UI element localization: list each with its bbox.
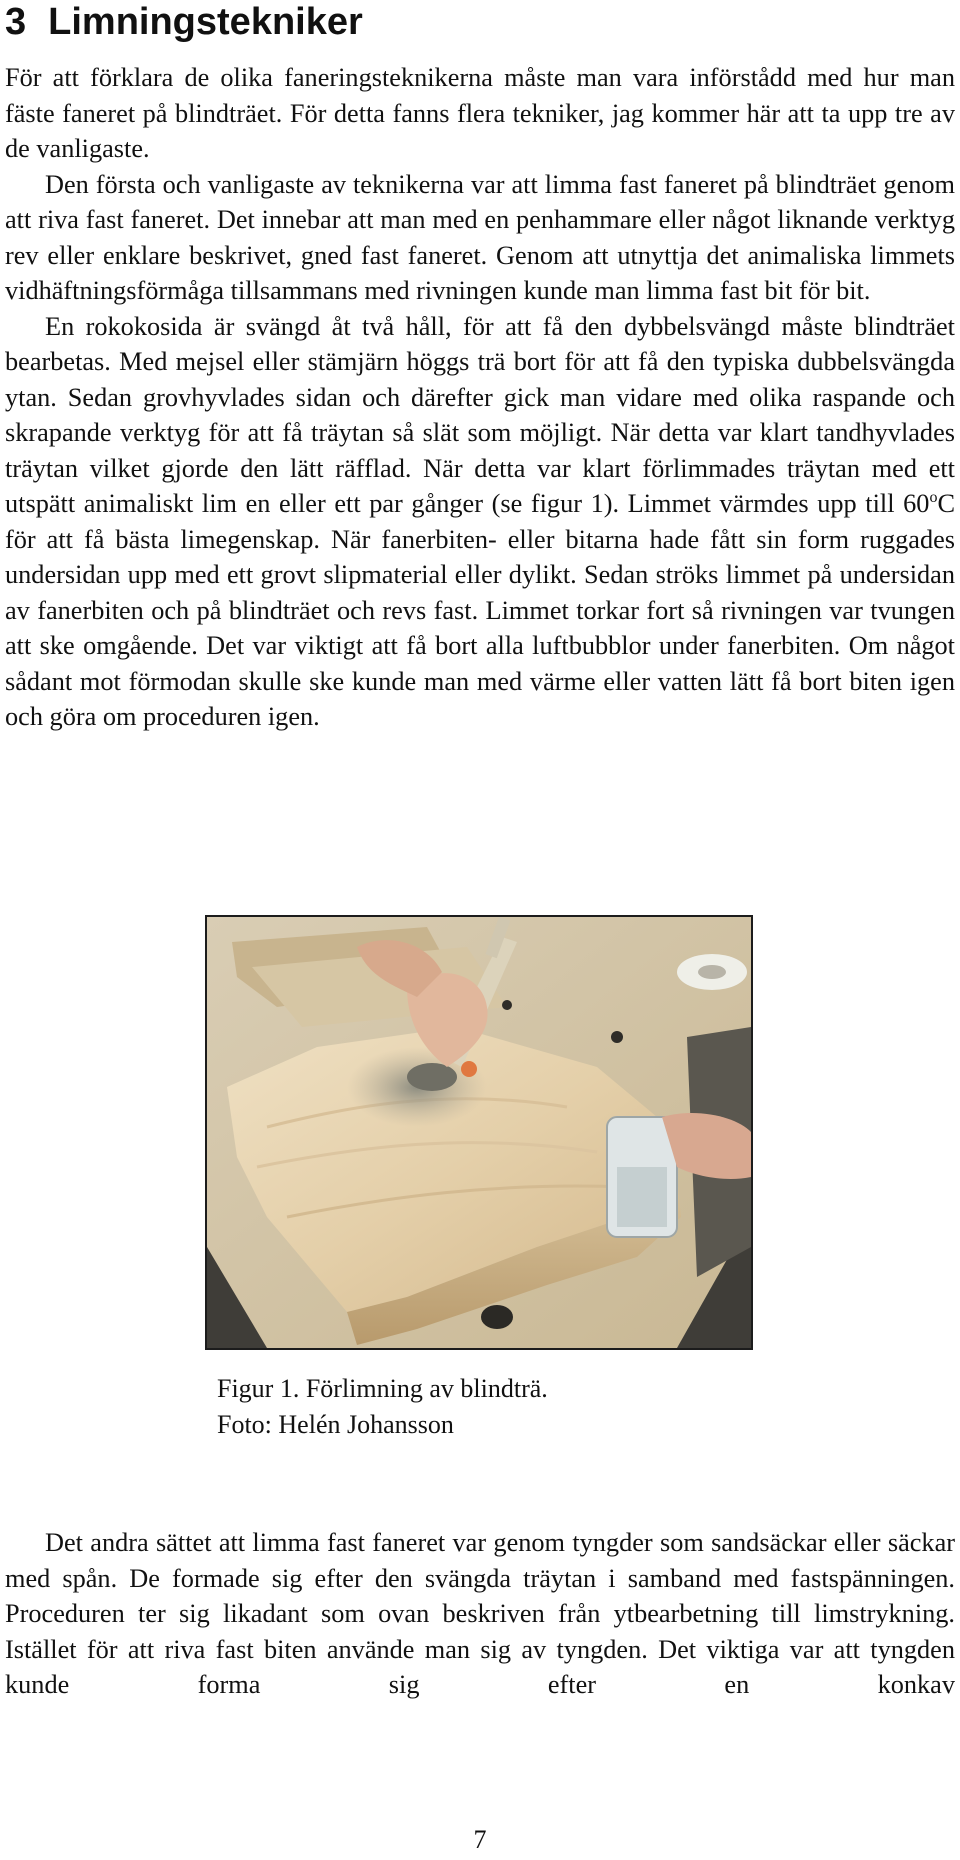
paragraph-rococo bbox=[5, 309, 955, 735]
figure-caption bbox=[217, 1371, 548, 1443]
section-heading bbox=[5, 0, 363, 44]
paragraph-second-technique: Det andra sättet att limma fast faneret var genom tyngder som sandsäckar eller säckar med spån. De formade sig efter den svängda träytan i samband med fastspänningen. Proceduren ter sig likadant som ovan beskriven från ytbearbetning till limstrykning. Istället för att riva fast biten använde man sig av tyngden. Det viktiga var att tyngden kunde forma sig efter en konkav bbox=[5, 1528, 955, 1699]
figure-caption-title: Figur 1. Förlimning av blindträ. bbox=[217, 1374, 548, 1403]
paragraph-first-technique: Den första och vanligaste av teknikerna var att limma fast faneret på blindträet genom att riva fast faneret. Det innebar att man med en penhammare eller något liknande verktyg rev eller enklare beskrivet, gned fast faneret. Genom att utnyttja det animaliska limmets vidhäftningsförmåga tillsammans med rivningen kunde man limma fast bit för bit. bbox=[5, 169, 955, 305]
paragraph-intro: För att förklara de olika faneringsteknikerna måste man vara införstådd med hur man fäste faneret på blindträet. För detta fanns flera tekniker, jag kommer här att ta upp tre av de vanligaste. bbox=[5, 63, 955, 163]
figure-photo-priming-blindwood bbox=[205, 915, 753, 1350]
rococo-text-part2: C för att få bästa limegenskap. När fanerbiten- eller bitarna hade fått sin form ruggades undersidan upp med ett grovt slipmaterial eller dylikt. Sedan ströks limmet på undersidan av fanerbiten och på blindträet och revs fast. Limmet torkar fort så rivningen var tvungen att ske omgående. Det var viktigt att få bort alla luftbubblor under fanerbiten. Om något sådant mot förmodan skulle ske kunde man med värme eller vatten lätt få bort biten igen och göra om proceduren igen. bbox=[5, 489, 955, 731]
rococo-text-part1: En rokokosida är svängd åt två håll, för att få den dybbelsvängd måste blindträet bearbetas. Med mejsel eller stämjärn höggs trä bort för att få den typiska dubbelsvängda ytan. Sedan grovhyvlades sidan och därefter gick man vidare med olika raspande och skrapande verktyg för att få träytan så slät som möjligt. När detta var klart tandhyvlades träytan vilket gjorde den lätt räfflad. När detta var klart förlimmades träytan med ett utspätt animaliskt lim en eller ett par gånger (se figur 1). Limmet värmdes upp till 60 bbox=[5, 311, 955, 518]
section-number: 3 bbox=[5, 1, 27, 43]
section-title: Limningstekniker bbox=[48, 1, 363, 43]
body-text-lower bbox=[5, 1525, 955, 1703]
degree-superscript: o bbox=[929, 489, 938, 507]
page-number: 7 bbox=[473, 1825, 487, 1854]
figure-caption-credit: Foto: Helén Johansson bbox=[217, 1410, 454, 1439]
body-text-upper bbox=[5, 60, 955, 735]
